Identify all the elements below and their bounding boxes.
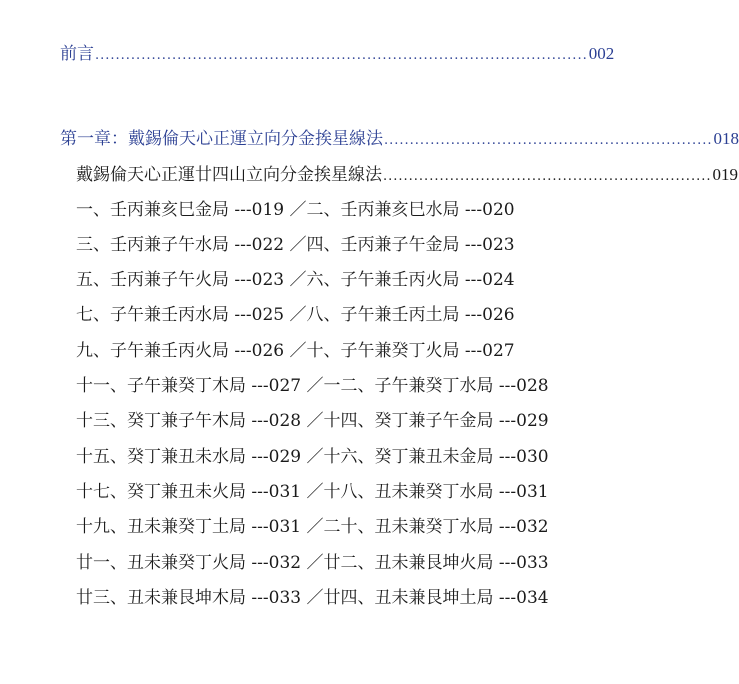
- toc-item-line[interactable]: 五、壬丙兼子午火局 ---023 ／六、子午兼壬丙火局 ---024: [76, 270, 515, 290]
- toc-entry-chapter-1[interactable]: [60, 128, 739, 152]
- dot-leader: ................................................................................................: [95, 48, 588, 63]
- dot-leader: ................................................................: [383, 169, 712, 184]
- toc-item-line[interactable]: 十九、丑未兼癸丁土局 ---031 ／二十、丑未兼癸丁水局 ---032: [76, 517, 549, 537]
- toc-item-line[interactable]: 十七、癸丁兼丑未火局 ---031 ／十八、丑未兼癸丁水局 ---031: [76, 482, 549, 502]
- toc-page-number: 002: [588, 44, 615, 63]
- toc-item-line[interactable]: 廿一、丑未兼癸丁火局 ---032 ／廿二、丑未兼艮坤火局 ---033: [76, 553, 549, 573]
- toc-item-line[interactable]: 廿三、丑未兼艮坤木局 ---033 ／廿四、丑未兼艮坤土局 ---034: [76, 588, 549, 608]
- toc-item-line[interactable]: 十三、癸丁兼子午木局 ---028 ／十四、癸丁兼子午金局 ---029: [76, 411, 549, 431]
- toc-page-number: 019: [712, 165, 738, 184]
- toc-entry-title: 前言: [60, 44, 94, 64]
- toc-entry-title: 戴錫倫天心正運廿四山立向分金挨星線法: [76, 165, 382, 185]
- toc-entry-title: 第一章：戴錫倫天心正運立向分金挨星線法: [60, 129, 383, 149]
- toc-item-line[interactable]: 三、壬丙兼子午水局 ---022 ／四、壬丙兼子午金局 ---023: [76, 235, 515, 255]
- dot-leader: ................................................................: [384, 133, 713, 148]
- toc-item-line[interactable]: 一、壬丙兼亥巳金局 ---019 ／二、壬丙兼亥巳水局 ---020: [76, 200, 515, 220]
- toc-entry-preface[interactable]: [60, 43, 615, 67]
- toc-entry-section[interactable]: [76, 164, 738, 188]
- toc-item-line[interactable]: 七、子午兼壬丙水局 ---025 ／八、子午兼壬丙土局 ---026: [76, 305, 515, 325]
- toc-page-number: 018: [713, 129, 739, 148]
- toc-item-line[interactable]: 十五、癸丁兼丑未水局 ---029 ／十六、癸丁兼丑未金局 ---030: [76, 447, 549, 467]
- toc-item-line[interactable]: 九、子午兼壬丙火局 ---026 ／十、子午兼癸丁火局 ---027: [76, 341, 515, 361]
- toc-item-line[interactable]: 十一、子午兼癸丁木局 ---027 ／一二、子午兼癸丁水局 ---028: [76, 376, 549, 396]
